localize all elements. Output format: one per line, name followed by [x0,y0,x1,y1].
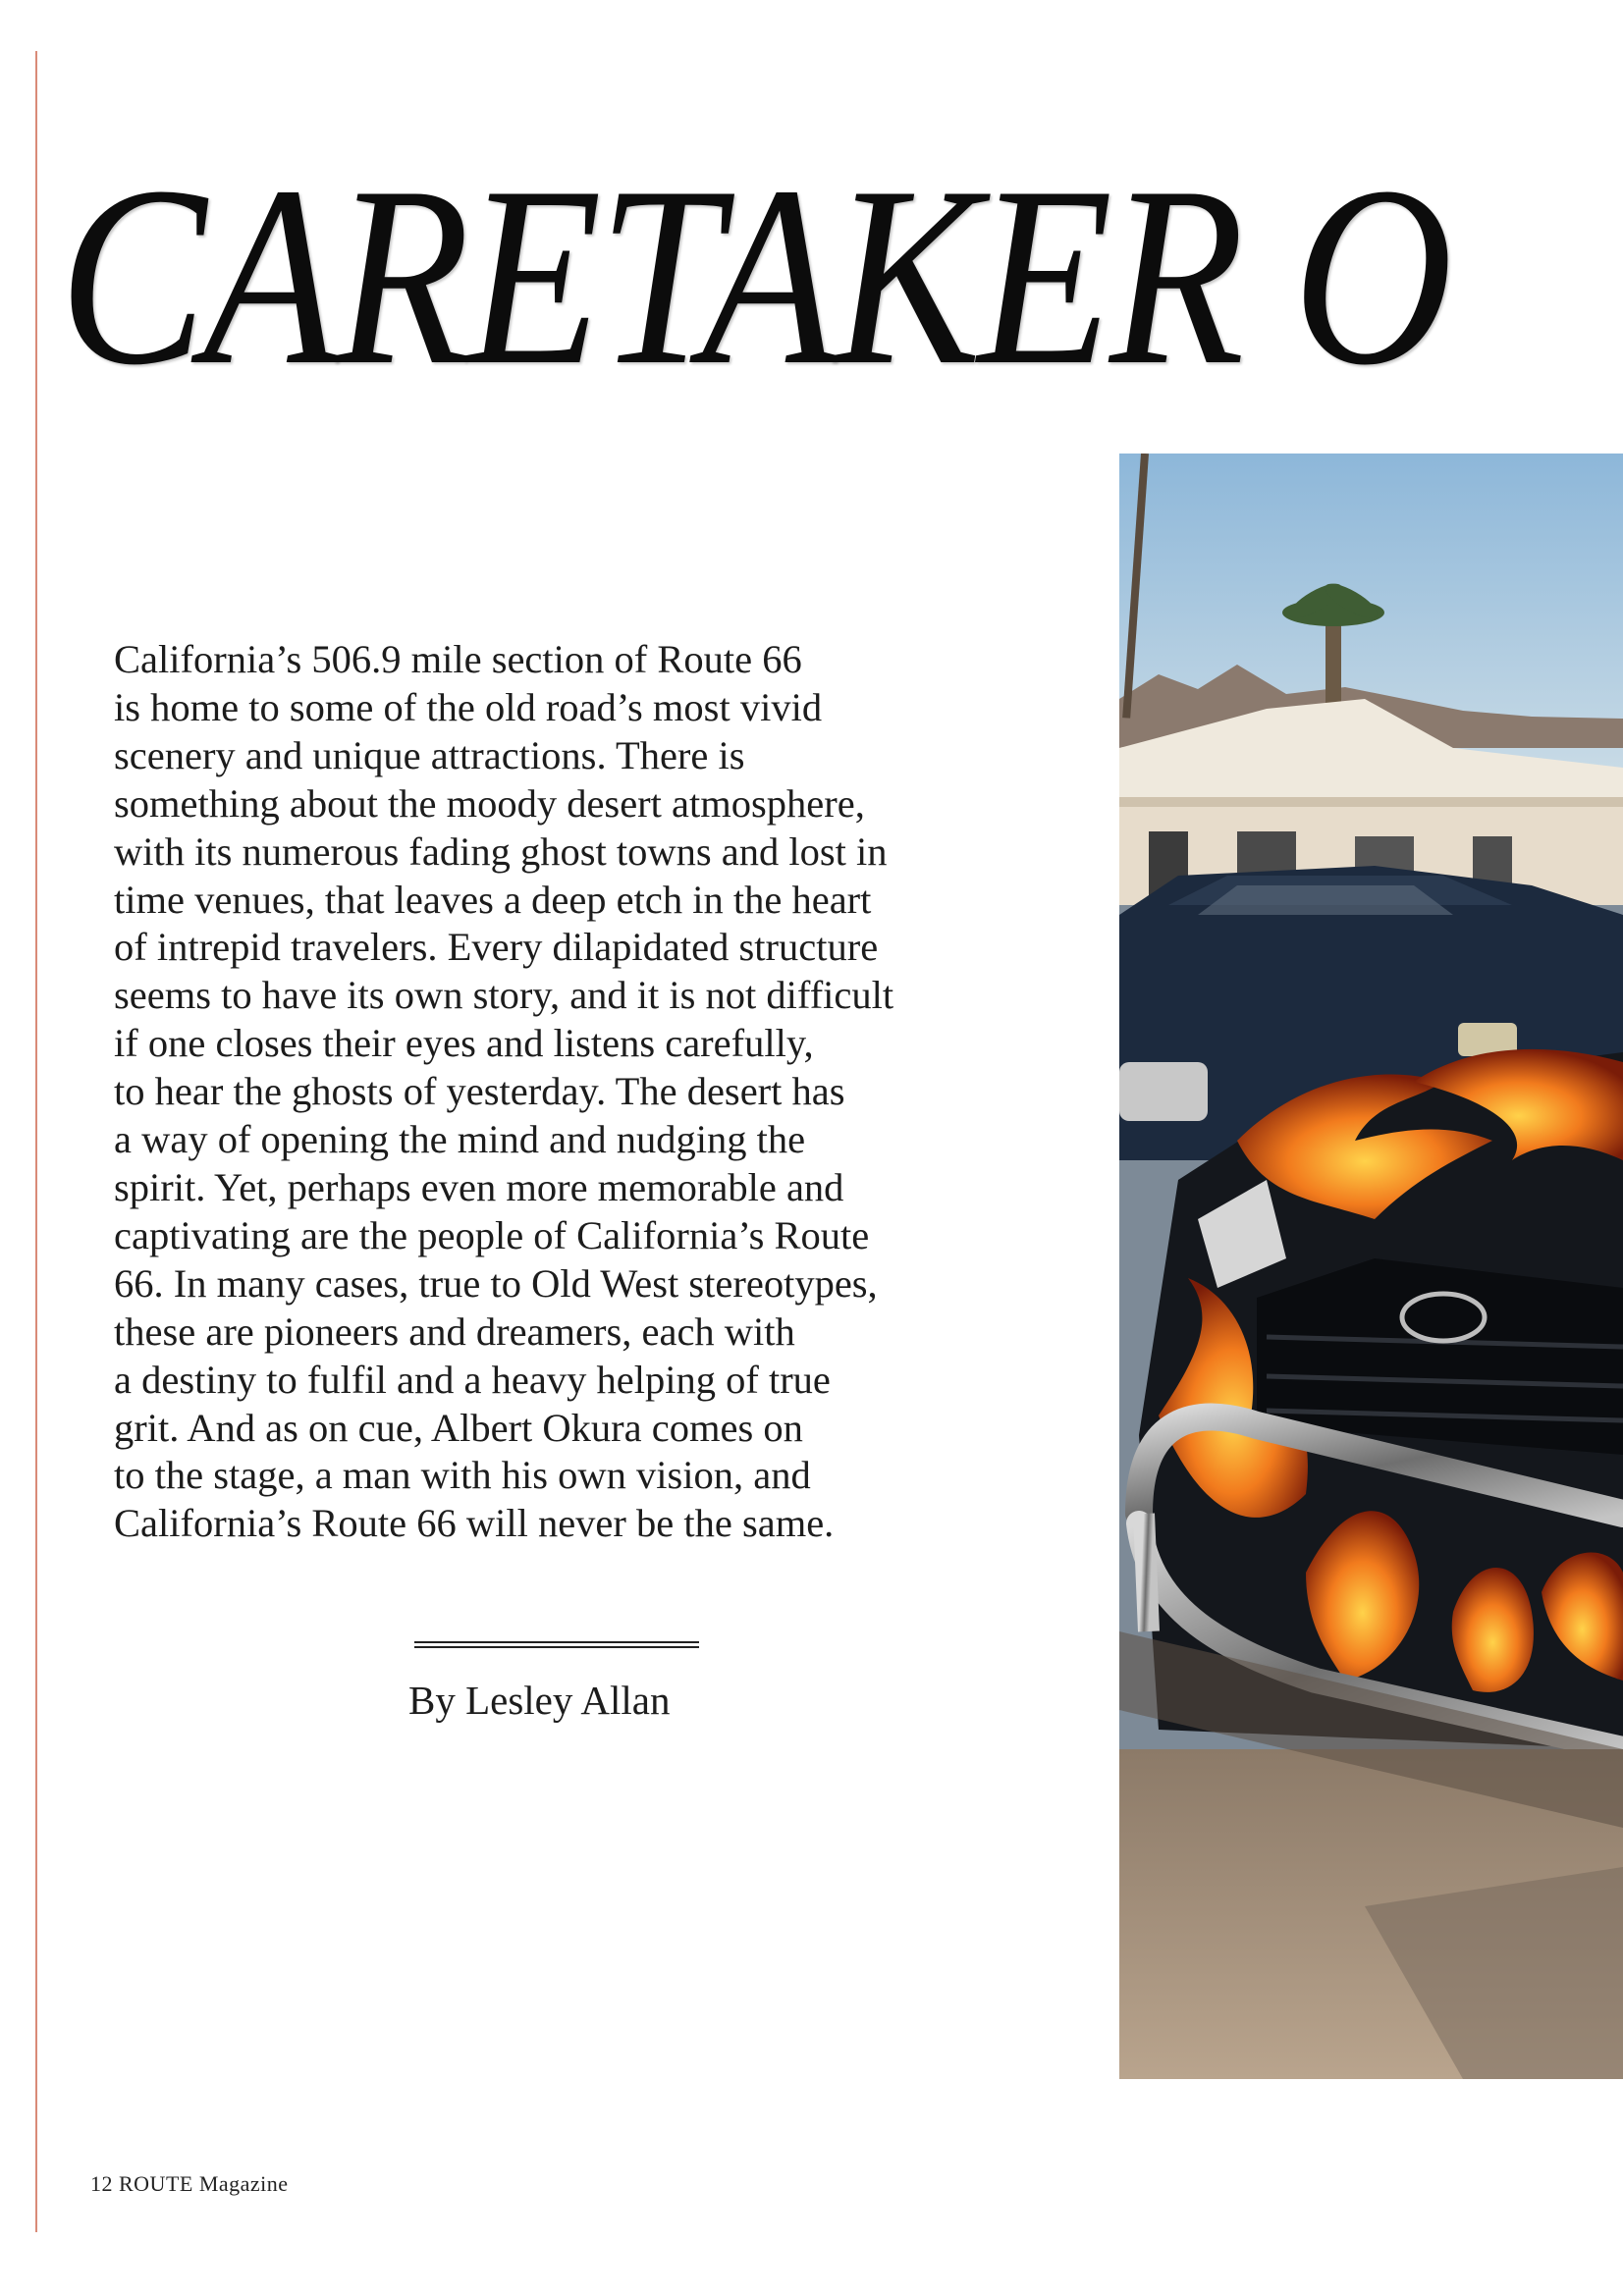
byline-divider [414,1641,699,1648]
feature-photo [1119,454,1623,2079]
headline: CARETAKER O [59,133,1450,418]
page-folio: 12 ROUTE Magazine [90,2171,289,2196]
intro-paragraph: California’s 506.9 mile section of Route 66 is home to some of the old road’s most vivid scenery and unique attractions. There is something about the moody desert atmosphere, with its numerous fading ghost towns and lost in time venues, that leaves a deep etch in the heart of intrepid travelers. Every dilapidated structure seems to have its own story, and it is not difficult if one closes their eyes and listens carefully, to hear the ghosts of yesterday. The desert has a way of opening the mind and nudging the spirit. Yet, perhaps even more memorable and captivating are the people of California’s Route 66. In many cases, true to Old West stereotypes, these are pioneers and dreamers, each with a destiny to fulfil and a heavy helping of true grit. And as on cue, Albert Okura comes on to the stage, a man with his own vision, and California’s Route 66 will never be the same. [114,637,894,1546]
byline: By Lesley Allan [408,1678,671,1723]
margin-rule [35,51,37,2232]
